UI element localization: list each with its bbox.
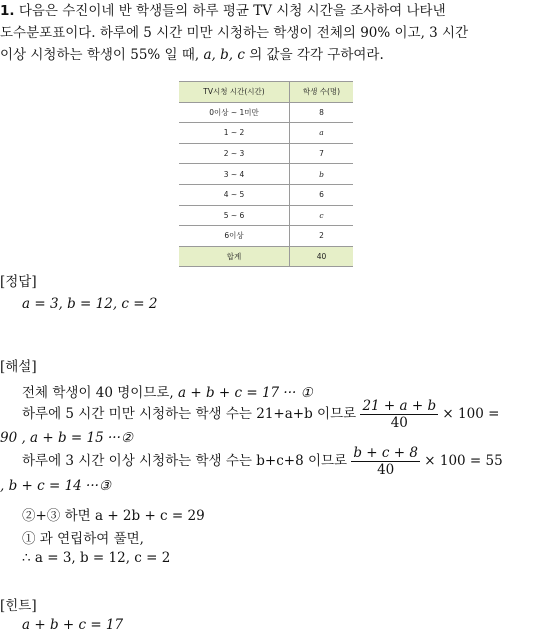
row-count: b <box>290 164 354 185</box>
problem-text-3a: 이상 시청하는 학생이 55% 일 때, <box>0 47 204 63</box>
row-count: 6 <box>290 184 354 205</box>
hint-text: a + b + c = 17 <box>22 617 124 633</box>
total-value: 40 <box>290 246 354 267</box>
row-range: 2 ~ 3 <box>179 143 290 164</box>
row-range: 6이상 <box>179 226 290 247</box>
explanation-line-2-text: 하루에 5 시간 미만 시청하는 학생 수는 21+a+b 이므로 <box>22 406 357 422</box>
answer-heading: [정답] <box>0 274 37 290</box>
row-range: 4 ~ 5 <box>179 184 290 205</box>
problem-line-3 <box>0 44 384 66</box>
table-row <box>179 164 353 185</box>
explanation-line-2 <box>22 398 499 431</box>
answer-text: a = 3, b = 12, c = 2 <box>22 296 158 312</box>
explanation-line-8: ∴ a = 3, b = 12, c = 2 <box>22 550 171 566</box>
explanation-line-4-tail: × 100 = 55 <box>424 453 503 469</box>
hint-heading: [힌트] <box>0 598 37 614</box>
fraction-denominator: 40 <box>390 415 408 431</box>
fraction-denominator: 40 <box>377 462 395 478</box>
problem-number: 1. <box>0 3 15 19</box>
table-row <box>179 143 353 164</box>
fraction-over-3h <box>351 445 420 478</box>
explanation-line-5: , b + c = 14 ···③ <box>0 478 112 494</box>
row-range: 3 ~ 4 <box>179 164 290 185</box>
row-count: 2 <box>290 226 354 247</box>
explanation-line-1-text: 전체 학생이 40 명이므로, <box>22 385 179 401</box>
explanation-line-4 <box>22 445 503 478</box>
table-row <box>179 205 353 226</box>
table-row <box>179 226 353 247</box>
table-header-row <box>179 82 353 103</box>
problem-text-3c: 의 값을 각각 구하여라. <box>244 47 384 63</box>
table-row <box>179 184 353 205</box>
row-range: 0이상 ~ 1미만 <box>179 102 290 123</box>
problem-line-1 <box>0 0 446 22</box>
row-count: c <box>290 205 354 226</box>
row-count: 8 <box>290 102 354 123</box>
row-count: 7 <box>290 143 354 164</box>
explanation-line-1-math: a + b + c = 17 ··· ① <box>178 385 313 401</box>
table-total-row <box>179 246 353 267</box>
fraction-numerator: 21 + a + b <box>362 398 437 414</box>
explanation-line-6: ②+③ 하면 a + 2b + c = 29 <box>22 508 205 524</box>
fraction-numerator: b + c + 8 <box>353 445 418 461</box>
row-range: 1 ~ 2 <box>179 123 290 144</box>
table-row <box>179 102 353 123</box>
explanation-line-7: ① 과 연립하여 풀면, <box>22 531 144 547</box>
problem-text-1: 다음은 수진이네 반 학생들의 하루 평균 TV 시청 시간을 조사하여 나타낸 <box>18 3 446 19</box>
fraction-under-5h <box>360 398 438 431</box>
header-tv-time: TV시청 시간(시간) <box>179 82 290 103</box>
total-label: 합계 <box>179 246 290 267</box>
table-row <box>179 123 353 144</box>
explanation-line-3: 90 , a + b = 15 ···② <box>0 430 133 446</box>
header-student-count: 학생 수(명) <box>290 82 354 103</box>
row-count: a <box>290 123 354 144</box>
problem-line-2: 도수분포표이다. 하루에 5 시간 미만 시청하는 학생이 전체의 90% 이고, 3 시간 <box>0 25 469 41</box>
row-range: 5 ~ 6 <box>179 205 290 226</box>
explanation-line-2-tail: × 100 = <box>442 406 500 422</box>
frequency-table <box>179 81 353 267</box>
explanation-heading: [해설] <box>0 359 37 375</box>
explanation-line-4-text: 하루에 3 시간 이상 시청하는 학생 수는 b+c+8 이므로 <box>22 453 348 469</box>
problem-variables: a, b, c <box>203 47 245 63</box>
